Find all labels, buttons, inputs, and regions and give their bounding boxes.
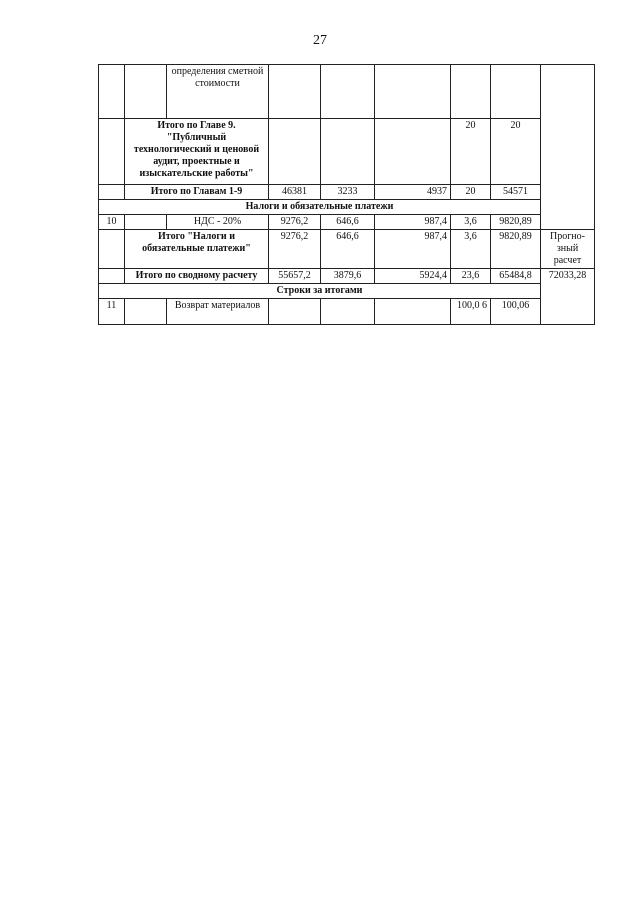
forecast-note: Прогно- зный расчет: [541, 230, 595, 269]
cell-equipment: 5924,4: [375, 269, 451, 284]
cell-installation: [321, 119, 375, 185]
page-number: 27: [313, 33, 327, 48]
cell-construction: 9276,2: [269, 230, 321, 269]
cell-name: определения сметной стоимости: [167, 65, 269, 119]
chapter9-total-label: Итого по Главе 9. "Публичный технологический и ценовой аудит, проектные и изыскательские работы": [125, 119, 269, 185]
chapters-total-label: Итого по Главам 1-9: [125, 185, 269, 200]
cell-installation: [321, 299, 375, 325]
cell-total: 65484,8: [491, 269, 541, 284]
cell-note: [541, 215, 595, 230]
table-row: [99, 65, 595, 119]
cell-construction: 46381: [269, 185, 321, 200]
table-row: [99, 269, 595, 284]
cell-other: 20: [451, 185, 491, 200]
summary-total-label: Итого по сводному расчету: [125, 269, 269, 284]
cell-forecast-total: 72033,28: [541, 269, 595, 284]
cell-equipment: 4937: [375, 185, 451, 200]
taxes-total-label: Итого "Налоги и обязательные платежи": [125, 230, 269, 269]
cell-installation: 3879,6: [321, 269, 375, 284]
cell-other: 3,6: [451, 230, 491, 269]
cell-other: 20: [451, 119, 491, 185]
cell-construction: 9276,2: [269, 215, 321, 230]
cell-other: [451, 65, 491, 119]
cell-note: [541, 299, 595, 325]
table-row: [99, 119, 595, 185]
table-row: [99, 230, 595, 269]
cell-num: [99, 119, 125, 185]
cell-construction: 55657,2: [269, 269, 321, 284]
cell-total: 100,06: [491, 299, 541, 325]
cell-note: [541, 185, 595, 200]
cell-equipment: [375, 65, 451, 119]
section-title-after-totals: Строки за итогами: [99, 284, 541, 299]
cell-note: [541, 65, 595, 119]
cell-total: 54571: [491, 185, 541, 200]
section-row: [99, 200, 595, 215]
cell-equipment: [375, 119, 451, 185]
cell-num: 10: [99, 215, 125, 230]
cell-total: 20: [491, 119, 541, 185]
cell-name: Возврат материалов: [167, 299, 269, 325]
cell-equipment: 987,4: [375, 230, 451, 269]
cell-installation: 3233: [321, 185, 375, 200]
table-row: [99, 215, 595, 230]
table-row: [99, 299, 595, 325]
cell-name: НДС - 20%: [167, 215, 269, 230]
cell-note: [541, 200, 595, 215]
cell-note: [541, 119, 595, 185]
cell-num: [99, 269, 125, 284]
cell-other: 3,6: [451, 215, 491, 230]
estimate-table: [98, 64, 595, 325]
cell-num: [99, 230, 125, 269]
cell-code: [125, 65, 167, 119]
section-row: [99, 284, 595, 299]
cell-num: 11: [99, 299, 125, 325]
cell-code: [125, 215, 167, 230]
cell-total: 9820,89: [491, 215, 541, 230]
cell-total: [491, 65, 541, 119]
cell-code: [125, 299, 167, 325]
table-row: [99, 185, 595, 200]
cell-equipment: 987,4: [375, 215, 451, 230]
cell-construction: [269, 65, 321, 119]
cell-note: [541, 284, 595, 299]
cell-construction: [269, 119, 321, 185]
cell-construction: [269, 299, 321, 325]
section-title-taxes: Налоги и обязательные платежи: [99, 200, 541, 215]
cell-num: [99, 65, 125, 119]
cell-installation: 646,6: [321, 230, 375, 269]
cell-total: 9820,89: [491, 230, 541, 269]
cell-installation: [321, 65, 375, 119]
cell-equipment: [375, 299, 451, 325]
cell-num: [99, 185, 125, 200]
cell-other: 100,0 6: [451, 299, 491, 325]
cell-installation: 646,6: [321, 215, 375, 230]
cell-other: 23,6: [451, 269, 491, 284]
